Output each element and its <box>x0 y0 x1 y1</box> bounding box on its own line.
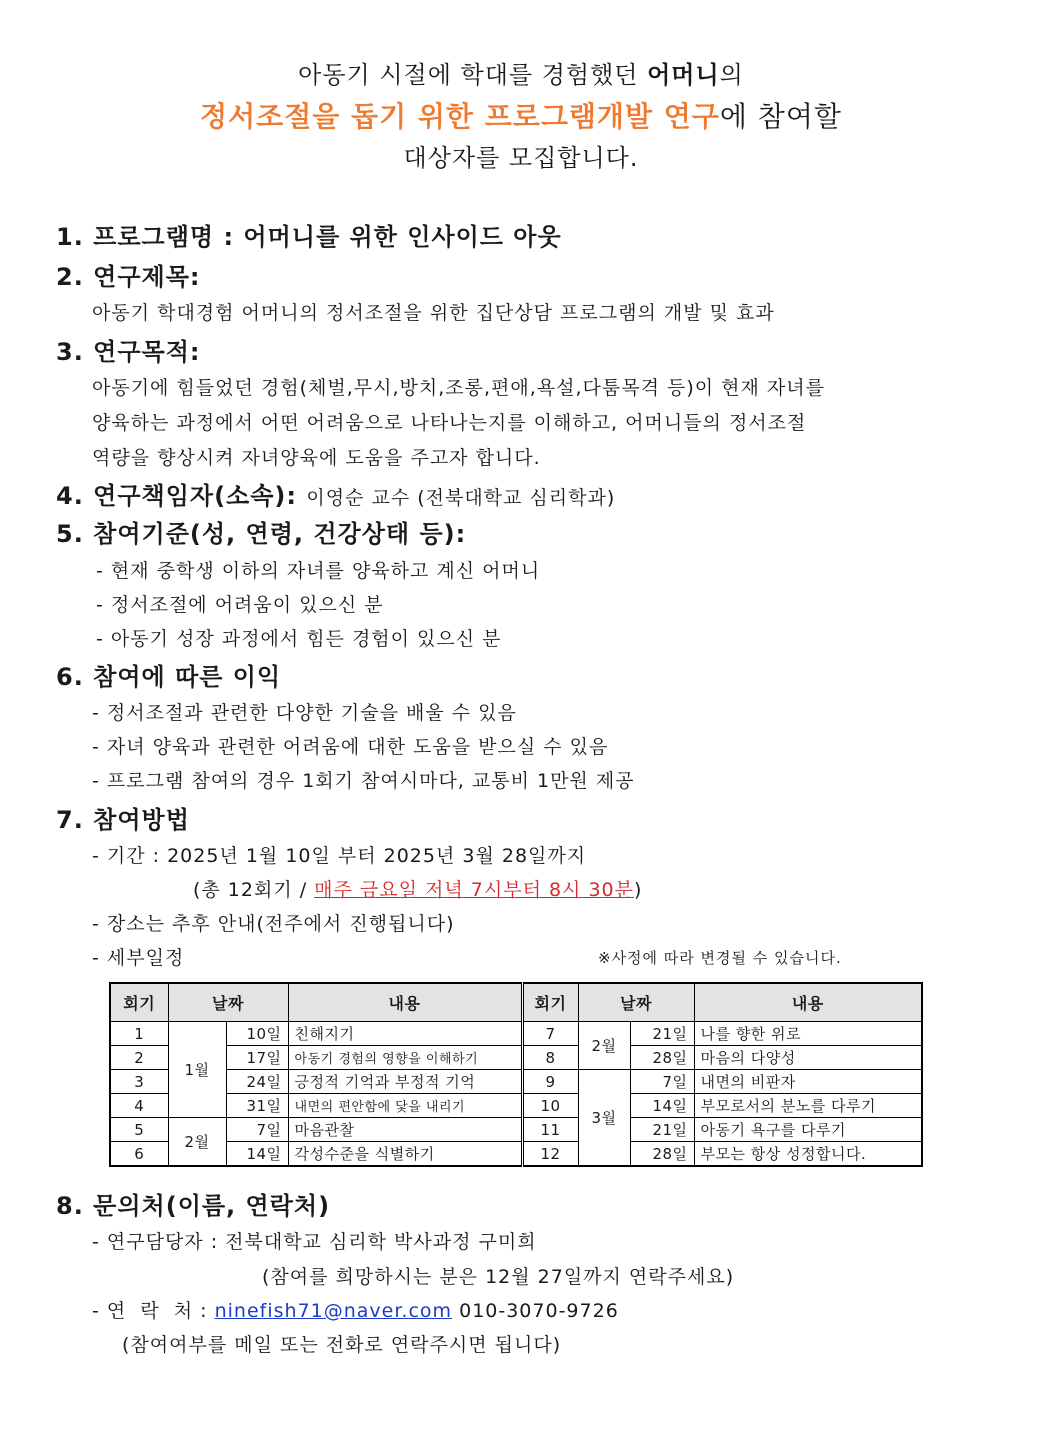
content-cell: 긍정적 기억과 부정적 기억 <box>288 1070 522 1094</box>
investigator-heading: 4. 연구책임자(소속): <box>56 482 297 510</box>
table-row <box>110 1142 922 1167</box>
criteria-item: - 아동기 성장 과정에서 힘든 경험이 있으신 분 <box>96 628 502 650</box>
table-row <box>110 1070 922 1094</box>
session-number: 7 <box>522 1022 578 1046</box>
title-text: 에 참여할 <box>719 100 842 133</box>
table-row <box>110 1046 922 1070</box>
benefit-item: - 프로그램 참여의 경우 1회기 참여시마다, 교통비 1만원 제공 <box>92 770 635 792</box>
title-text: 의 <box>719 61 744 89</box>
content-cell: 부모로서의 분노를 다루기 <box>694 1094 922 1118</box>
content-cell: 내면의 편안함에 닻을 내리기 <box>288 1094 522 1118</box>
section-contact-heading: 8. 문의처(이름, 연락처) <box>56 1192 331 1220</box>
manager-text: - 연구담당자 : 전북대학교 심리학 박사과정 구미희 <box>92 1231 537 1253</box>
content-cell: 친해지기 <box>288 1022 522 1046</box>
content-cell: 아동기 경험의 영향을 이해하기 <box>288 1046 522 1070</box>
content-cell: 아동기 욕구를 다루기 <box>694 1118 922 1142</box>
deadline-text: (참여를 희망하시는 분은 12월 27일까지 연락주세요) <box>262 1266 735 1288</box>
schedule-note: ※사정에 따라 변경될 수 있습니다. <box>598 949 842 967</box>
session-number: 1 <box>110 1022 168 1046</box>
title-line-3: 대상자를 모집합니다. <box>403 144 639 172</box>
section-program-name: 1. 프로그램명 : 어머니를 위한 인사이드 아웃 <box>56 223 562 251</box>
session-number: 9 <box>522 1070 578 1094</box>
content-cell: 내면의 비판자 <box>694 1070 922 1094</box>
day-cell: 10일 <box>226 1022 288 1046</box>
purpose-line: 양육하는 과정에서 어떤 어려움으로 나타나는지를 이해하고, 어머니들의 정서조절 <box>92 412 807 434</box>
header-date: 날짜 <box>168 983 288 1022</box>
content-cell: 나를 향한 위로 <box>694 1022 922 1046</box>
session-number: 3 <box>110 1070 168 1094</box>
header-content: 내용 <box>694 983 922 1022</box>
sessions-time-highlight: 매주 금요일 저녁 7시부터 8시 30분 <box>314 879 634 901</box>
sessions-text <box>193 875 642 902</box>
session-number: 4 <box>110 1094 168 1118</box>
session-number: 11 <box>522 1118 578 1142</box>
criteria-item: - 현재 중학생 이하의 자녀를 양육하고 계신 어머니 <box>96 560 541 582</box>
table-row <box>110 1022 922 1046</box>
section-method-heading: 7. 참여방법 <box>56 806 190 834</box>
title-emphasis: 어머니 <box>647 61 720 89</box>
header-session: 회기 <box>110 983 168 1022</box>
title-highlight: 정서조절을 돕기 위한 프로그램개발 연구 <box>200 100 720 133</box>
session-number: 12 <box>522 1142 578 1167</box>
title-line-2 <box>0 95 1042 135</box>
day-cell: 31일 <box>226 1094 288 1118</box>
month-cell: 2월 <box>578 1022 630 1070</box>
month-cell: 1월 <box>168 1022 226 1118</box>
content-cell: 각성수준을 식별하기 <box>288 1142 522 1167</box>
day-cell: 7일 <box>226 1118 288 1142</box>
sessions-close: ) <box>633 879 643 901</box>
day-cell: 17일 <box>226 1046 288 1070</box>
day-cell: 21일 <box>630 1118 694 1142</box>
investigator-value: 이영순 교수 (전북대학교 심리학과) <box>306 487 616 509</box>
section-investigator <box>56 476 615 511</box>
day-cell: 24일 <box>226 1070 288 1094</box>
contact-label: - 연 락 처 : <box>92 1300 215 1322</box>
day-cell: 7일 <box>630 1070 694 1094</box>
day-cell: 28일 <box>630 1142 694 1167</box>
title-text: 아동기 시절에 학대를 경험했던 <box>298 61 648 89</box>
session-number: 2 <box>110 1046 168 1070</box>
day-cell: 28일 <box>630 1046 694 1070</box>
section-benefits-heading: 6. 참여에 따른 이익 <box>56 663 282 691</box>
phone-number: 010-3070-9726 <box>452 1300 619 1322</box>
content-cell: 마음관찰 <box>288 1118 522 1142</box>
contact-note: (참여여부를 메일 또는 전화로 연락주시면 됩니다) <box>122 1334 562 1356</box>
contact-line <box>92 1296 619 1323</box>
header-content: 내용 <box>288 983 522 1022</box>
schedule-table <box>109 982 923 1167</box>
purpose-line: 역량을 향상시켜 자녀양육에 도움을 주고자 합니다. <box>92 447 541 469</box>
session-number: 5 <box>110 1118 168 1142</box>
criteria-item: - 정서조절에 어려움이 있으신 분 <box>96 594 384 616</box>
section-title-heading: 2. 연구제목: <box>56 263 201 291</box>
session-number: 6 <box>110 1142 168 1167</box>
table-row <box>110 1094 922 1118</box>
header-date: 날짜 <box>578 983 694 1022</box>
title-line-1 <box>0 55 1042 90</box>
benefit-item: - 자녀 양육과 관련한 어려움에 대한 도움을 받으실 수 있음 <box>92 736 609 758</box>
session-number: 8 <box>522 1046 578 1070</box>
table-row <box>110 1118 922 1142</box>
email-link[interactable]: ninefish71@naver.com <box>214 1300 453 1322</box>
table-header-row <box>110 983 922 1022</box>
period-text: - 기간 : 2025년 1월 10일 부터 2025년 3월 28일까지 <box>92 845 587 867</box>
month-cell: 2월 <box>168 1118 226 1167</box>
place-text: - 장소는 추후 안내(전주에서 진행됩니다) <box>92 913 455 935</box>
day-cell: 14일 <box>226 1142 288 1167</box>
section-purpose-heading: 3. 연구목적: <box>56 338 201 366</box>
header-session: 회기 <box>522 983 578 1022</box>
day-cell: 21일 <box>630 1022 694 1046</box>
sessions-count: (총 12회기 / <box>193 879 315 901</box>
day-cell: 14일 <box>630 1094 694 1118</box>
schedule-label: - 세부일정 <box>92 947 185 969</box>
section-criteria-heading: 5. 참여기준(성, 연령, 건강상태 등): <box>56 520 467 548</box>
study-title: 아동기 학대경험 어머니의 정서조절을 위한 집단상담 프로그램의 개발 및 효과 <box>92 302 775 324</box>
month-cell: 3월 <box>578 1070 630 1167</box>
content-cell: 부모는 항상 성정합니다. <box>694 1142 922 1167</box>
benefit-item: - 정서조절과 관련한 다양한 기술을 배울 수 있음 <box>92 702 517 724</box>
content-cell: 마음의 다양성 <box>694 1046 922 1070</box>
session-number: 10 <box>522 1094 578 1118</box>
purpose-line: 아동기에 힘들었던 경험(체벌,무시,방치,조롱,편애,욕설,다툼목격 등)이 현재 자녀를 <box>92 377 825 399</box>
